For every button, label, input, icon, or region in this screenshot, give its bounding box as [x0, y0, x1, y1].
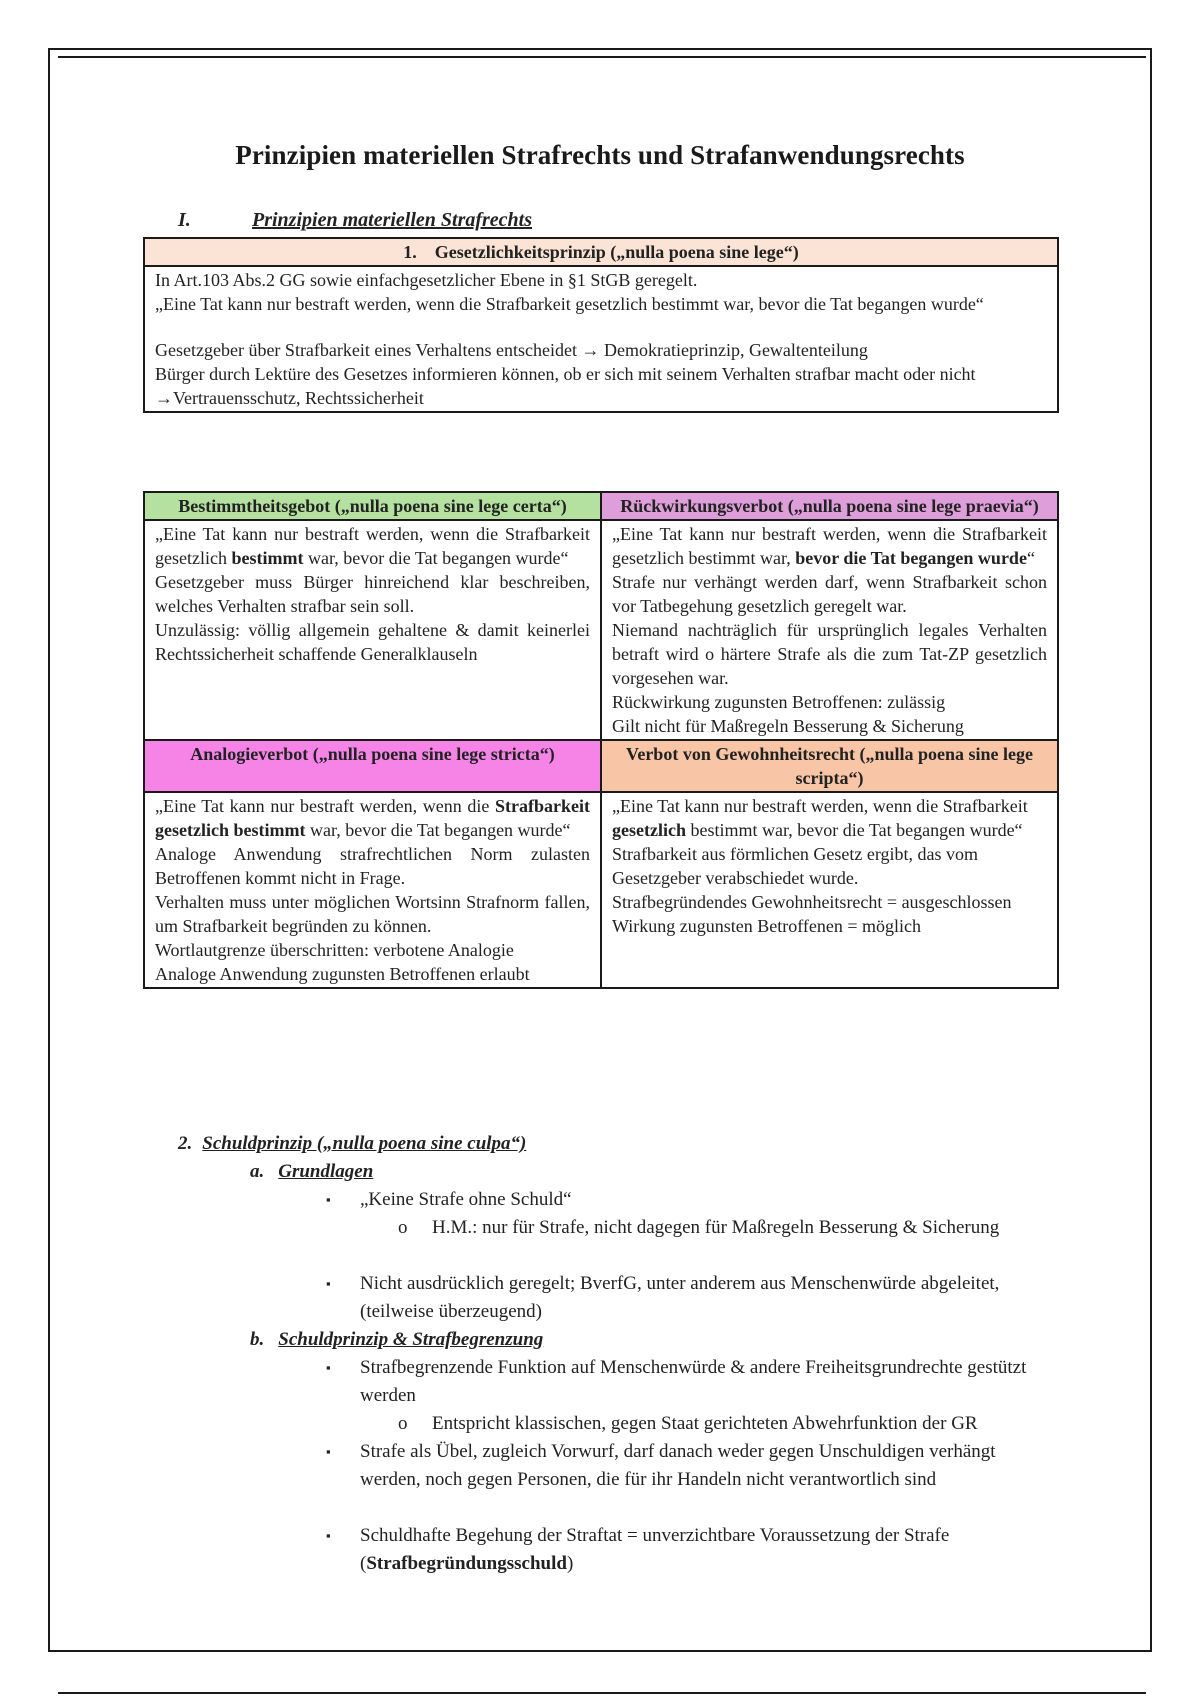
text-line: „Eine Tat kann nur bestraft werden, wenn die Strafbarkeit gesetzlich bestimmt war, bevor die Tat begangen wurde“ [155, 294, 984, 314]
quote-line: „Eine Tat kann nur bestraft werden, wenn die Strafbarkeit gesetzlich bestimmt war, bevor die Tat begangen wurde“ [612, 796, 1028, 840]
text-line: Strafbarkeit aus förmlichen Gesetz ergibt, das vom Gesetzgeber verabschiedet wurde. [612, 844, 979, 888]
text-line: Strafe nur verhängt werden darf, wenn Strafbarkeit schon vor Tatbegehung gesetzlich geregelt war. [612, 572, 1047, 616]
section-title: Prinzipien materiellen Strafrechts [252, 209, 533, 231]
subheading-strafbegrenzung: b. Schuldprinzip & Strafbegrenzung [250, 1329, 544, 1350]
quote-line: „Eine Tat kann nur bestraft werden, wenn die Strafbarkeit gesetzlich bestimmt war, bevor die Tat begangen wurde“ [155, 524, 590, 568]
quote-line: „Eine Tat kann nur bestraft werden, wenn die Strafbarkeit gesetzlich bestimmt war, bevor die Tat begangen wurde“ [612, 524, 1047, 568]
rueckwirkungsverbot-body [601, 520, 1058, 740]
gewohnheitsrecht-header: Verbot von Gewohnheitsrecht („nulla poena sine lege scripta“) [601, 740, 1058, 792]
text-line: Rückwirkung zugunsten Betroffenen: zulässig [612, 692, 946, 712]
analogieverbot-header: Analogieverbot („nulla poena sine lege stricta“) [144, 740, 601, 792]
text-line: Analoge Anwendung zugunsten Betroffenen erlaubt [155, 964, 530, 984]
text-line: Gesetzgeber über Strafbarkeit eines Verhaltens entscheidet → Demokratieprinzip, Gewaltenteilung [155, 340, 868, 360]
text-line: In Art.103 Abs.2 GG sowie einfachgesetzlicher Ebene in §1 StGB geregelt. [155, 270, 698, 290]
gewohnheitsrecht-body [601, 792, 1058, 988]
bottom-rule [58, 1692, 1146, 1694]
text-line: Analoge Anwendung strafrechtlichen Norm zulasten Betroffenen kommt nicht in Frage. [155, 844, 590, 888]
subheading-grundlagen: a. Grundlagen [250, 1161, 374, 1182]
gesetzlichkeitsprinzip-body [144, 266, 1058, 412]
rueckwirkungsverbot-header: Rückwirkungsverbot („nulla poena sine lege praevia“) [601, 492, 1058, 520]
bestimmtheitsgebot-header: Bestimmtheitsgebot („nulla poena sine lege certa“) [144, 492, 601, 520]
bullet-marker: ▪ [326, 1528, 331, 1543]
sub-bullet-marker: o [398, 1413, 408, 1434]
schuldprinzip-heading: 2. Schuldprinzip („nulla poena sine culpa“) [178, 1133, 527, 1154]
bullet-marker: ▪ [326, 1360, 331, 1375]
bullet-marker: ▪ [326, 1444, 331, 1459]
text-line: Strafbegründendes Gewohnheitsrecht = ausgeschlossen [612, 892, 1012, 912]
text-line: Gesetzgeber muss Bürger hinreichend klar beschreiben, welches Verhalten strafbar sein soll. [155, 572, 590, 616]
bullet-marker: ▪ [326, 1192, 331, 1207]
gesetzlichkeitsprinzip-box [143, 237, 1059, 413]
text-line: →Vertrauensschutz, Rechtssicherheit [155, 388, 424, 408]
sub-bullet-marker: o [398, 1217, 408, 1238]
section-number: I. [178, 209, 191, 231]
text-line: Gilt nicht für Maßregeln Besserung & Sicherung [612, 716, 964, 736]
quote-line: „Eine Tat kann nur bestraft werden, wenn die Strafbarkeit gesetzlich bestimmt war, bevor die Tat begangen wurde“ [155, 796, 590, 840]
section-heading [178, 209, 532, 232]
gesetzlichkeitsprinzip-header: 1. Gesetzlichkeitsprinzip („nulla poena sine lege“) [144, 238, 1058, 266]
text-line: Niemand nachträglich für ursprünglich legales Verhalten betraft wird o härtere Strafe als die zum Tat-ZP gesetzlich vorgesehen war. [612, 620, 1047, 688]
bestimmtheitsgebot-body [144, 520, 601, 740]
text-line: Bürger durch Lektüre des Gesetzes informieren können, ob er sich mit seinem Verhalten strafbar macht oder nicht [155, 364, 976, 384]
page-title: Prinzipien materiellen Strafrechts und Strafanwendungsrechts [235, 140, 965, 170]
principles-grid [143, 491, 1059, 989]
text-line: Wortlautgrenze überschritten: verbotene Analogie [155, 940, 514, 960]
bullet-marker: ▪ [326, 1276, 331, 1291]
text-line: Unzulässig: völlig allgemein gehaltene & damit keinerlei Rechtssicherheit schaffende Generalklauseln [155, 620, 590, 664]
text-line: Verhalten muss unter möglichen Wortsinn Strafnorm fallen, um Strafbarkeit begründen zu können. [155, 892, 590, 936]
analogieverbot-body [144, 792, 601, 988]
text-line: Wirkung zugunsten Betroffenen = möglich [612, 916, 922, 936]
